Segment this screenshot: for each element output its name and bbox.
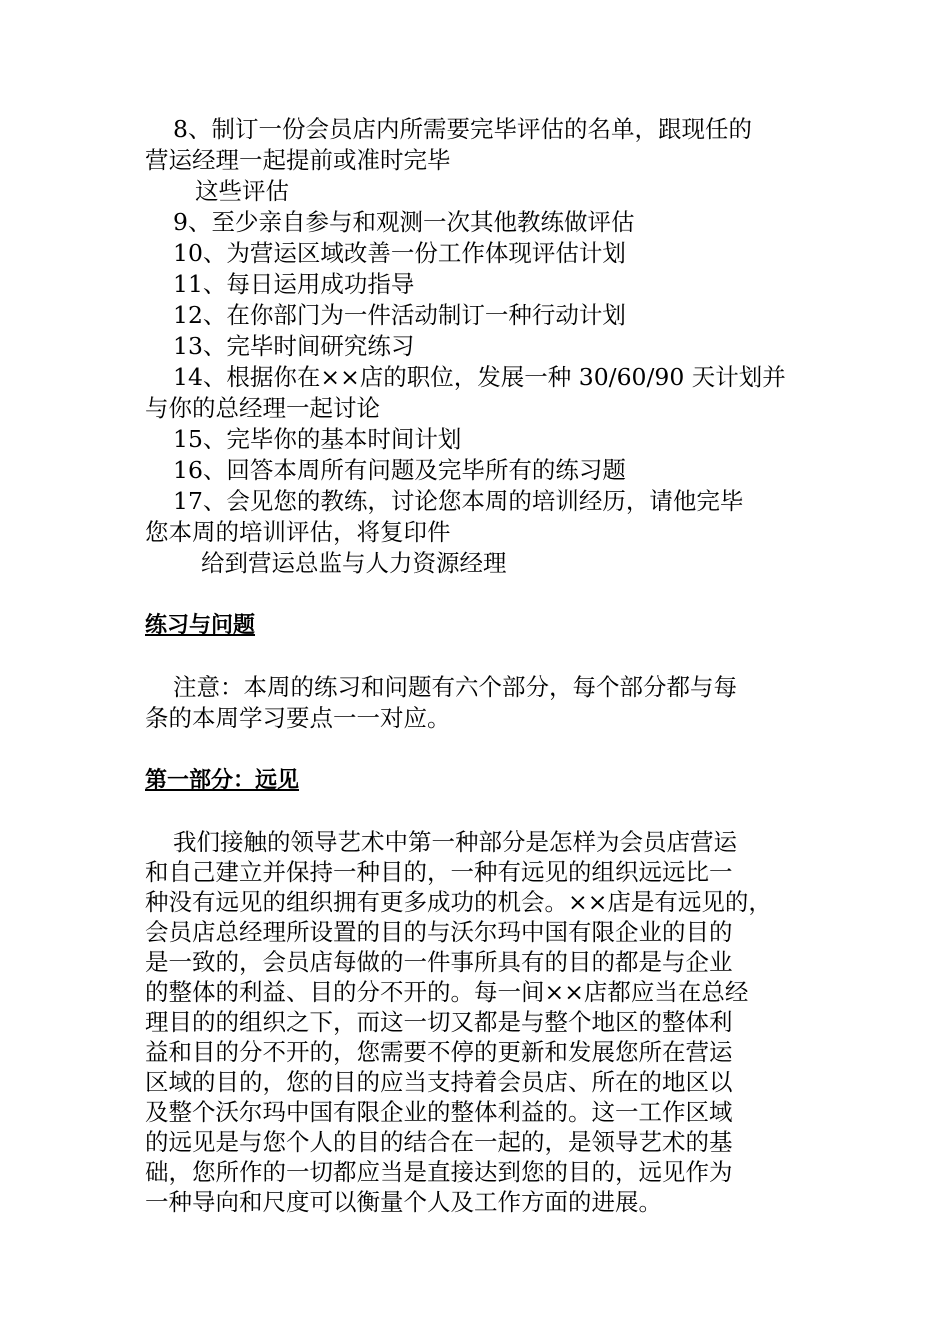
task-10: 10、为营运区域改善一份工作体现评估计划 xyxy=(173,239,626,267)
paragraph-line: 种没有远见的组织拥有更多成功的机会。××店是有远见的， xyxy=(145,888,772,916)
paragraph-line: 我们接触的领导艺术中第一种部分是怎样为会员店营运 xyxy=(173,828,737,856)
task-9: 9、至少亲自参与和观测一次其他教练做评估 xyxy=(173,208,635,236)
paragraph-line: 益和目的分不开的，您需要不停的更新和发展您所在营运 xyxy=(145,1038,733,1066)
task-16: 16、回答本周所有问题及完毕所有的练习题 xyxy=(173,456,626,484)
paragraph-line: 是一致的，会员店每做的一件事所具有的目的都是与企业 xyxy=(145,948,733,976)
paragraph-line: 和自己建立并保持一种目的，一种有远见的组织远远比一 xyxy=(145,858,733,886)
note-line-2: 条的本周学习要点一一对应。 xyxy=(145,704,451,732)
vision-paragraph xyxy=(145,827,810,1217)
task-12: 12、在你部门为一件活动制订一种行动计划 xyxy=(173,301,626,329)
task-8: 8、制订一份会员店内所需要完毕评估的名单，跟现任的 xyxy=(173,115,752,143)
note-line-1: 注意：本周的练习和问题有六个部分，每个部分都与每 xyxy=(173,673,737,701)
paragraph-line: 的整体的利益、目的分不开的。每一间××店都应当在总经 xyxy=(145,978,749,1006)
paragraph-line: 理目的的组织之下，而这一切又都是与整个地区的整体利 xyxy=(145,1008,733,1036)
task-8-cont2: 这些评估 xyxy=(195,177,289,205)
section-heading-vision: 第一部分：远见 xyxy=(145,767,300,793)
paragraph-line: 及整个沃尔玛中国有限企业的整体利益的。这一工作区域 xyxy=(145,1098,733,1126)
paragraph-line: 会员店总经理所设置的目的与沃尔玛中国有限企业的目的 xyxy=(145,918,733,946)
task-14-cont: 与你的总经理一起讨论 xyxy=(145,394,380,422)
task-17-cont2: 给到营运总监与人力资源经理 xyxy=(201,549,507,577)
task-17: 17、会见您的教练，讨论您本周的培训经历，请他完毕 xyxy=(173,487,744,515)
task-13: 13、完毕时间研究练习 xyxy=(173,332,415,360)
paragraph-line: 础，您所作的一切都应当是直接达到您的目的，远见作为 xyxy=(145,1158,733,1186)
section-heading-exercises: 练习与问题 xyxy=(145,612,256,638)
paragraph-line: 一种导向和尺度可以衡量个人及工作方面的进展。 xyxy=(145,1188,662,1216)
paragraph-line: 的远见是与您个人的目的结合在一起的，是领导艺术的基 xyxy=(145,1128,733,1156)
task-11: 11、每日运用成功指导 xyxy=(173,270,415,298)
paragraph-line: 区域的目的，您的目的应当支持着会员店、所在的地区以 xyxy=(145,1068,733,1096)
task-8-cont: 营运经理一起提前或准时完毕 xyxy=(145,146,451,174)
task-15: 15、完毕你的基本时间计划 xyxy=(173,425,462,453)
document-page xyxy=(145,114,810,1217)
task-14: 14、根据你在××店的职位，发展一种 30/60/90 天计划并 xyxy=(173,363,786,391)
task-17-cont: 您本周的培训评估，将复印件 xyxy=(145,518,451,546)
